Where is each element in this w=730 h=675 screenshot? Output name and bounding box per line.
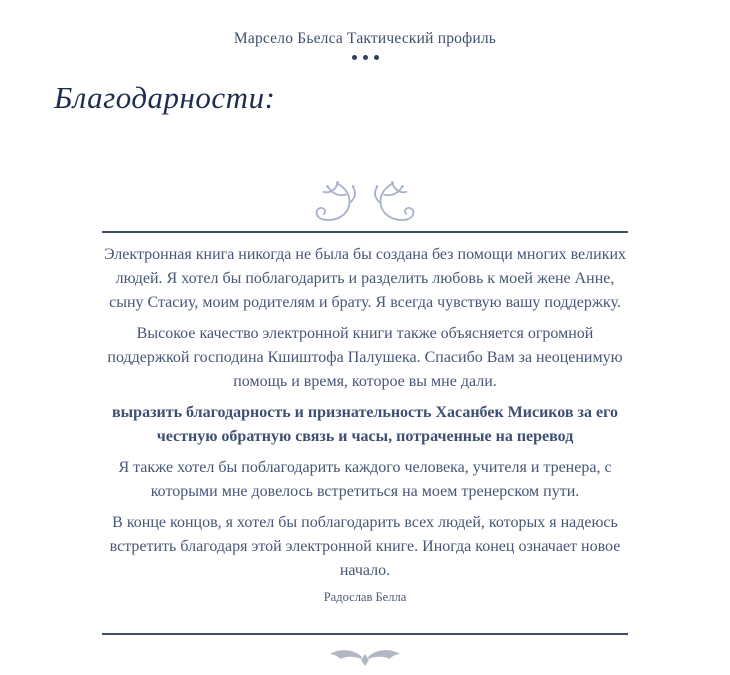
floral-flourish-svg xyxy=(310,178,420,226)
book-title: Марсело Бьелса Тактический профиль xyxy=(233,30,497,47)
page-heading: Благодарности: xyxy=(54,80,276,115)
dot-icon xyxy=(352,55,357,60)
floral-flourish-ornament-icon xyxy=(0,178,730,226)
bold-paragraph: выразить благодарность и признательность Хасанбек Мисиков за его честную обратную связь и часы, потраченные на перевод xyxy=(112,404,618,445)
top-divider-line xyxy=(102,231,628,233)
paragraph: Электронная книга никогда не была бы создана без помощи многих великих людей. Я хотел бы поблагодарить и разделить любовь к моей жене Анне, сыну Стасиу, моим родителям и брату. Я всегда чувствую вашу поддержку. xyxy=(103,246,627,311)
paragraph: Я также хотел бы поблагодарить каждого человека, учителя и тренера, с которыми мне довелось встретиться на моем тренерском пути. xyxy=(118,459,612,500)
dot-icon xyxy=(363,55,368,60)
acknowledgments-text xyxy=(102,243,628,605)
bottom-divider-line xyxy=(102,633,628,635)
signature: Радослав Белла xyxy=(323,590,407,604)
paragraph: В конце концов, я хотел бы поблагодарить всех людей, которых я надеюсь встретить благодаря этой электронной книге. Иногда конец означает новое начало. xyxy=(109,514,621,579)
winged-divider-svg xyxy=(327,645,403,669)
three-dots-divider-icon xyxy=(0,55,730,60)
dot-icon xyxy=(374,55,379,60)
paragraph: Высокое качество электронной книги также объясняется огромной поддержкой господина Кшиштофа Палушека. Спасибо Вам за неоценимую помощь и время, которое вы мне дали. xyxy=(107,325,623,390)
winged-divider-ornament-icon xyxy=(0,645,730,669)
